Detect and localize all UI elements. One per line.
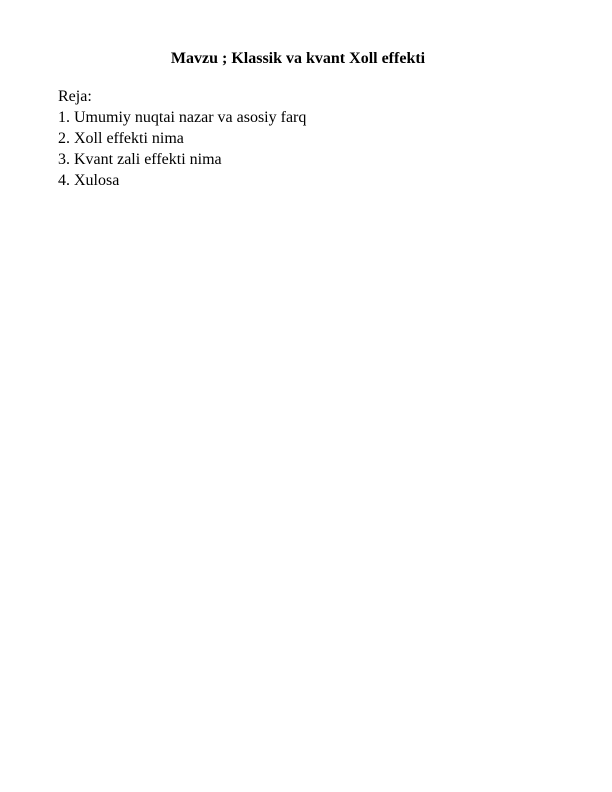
- plan-section: [58, 86, 558, 191]
- plan-item: 4. Xulosa: [58, 172, 120, 189]
- page-title: Mavzu ; Klassik va kvant Xoll effekti: [170, 50, 426, 67]
- plan-item: 1. Umumiy nuqtai nazar va asosiy farq: [58, 109, 307, 126]
- plan-item: 3. Kvant zali effekti nima: [58, 151, 222, 168]
- plan-heading: Reja:: [58, 88, 92, 105]
- plan-item: 2. Xoll effekti nima: [58, 130, 184, 147]
